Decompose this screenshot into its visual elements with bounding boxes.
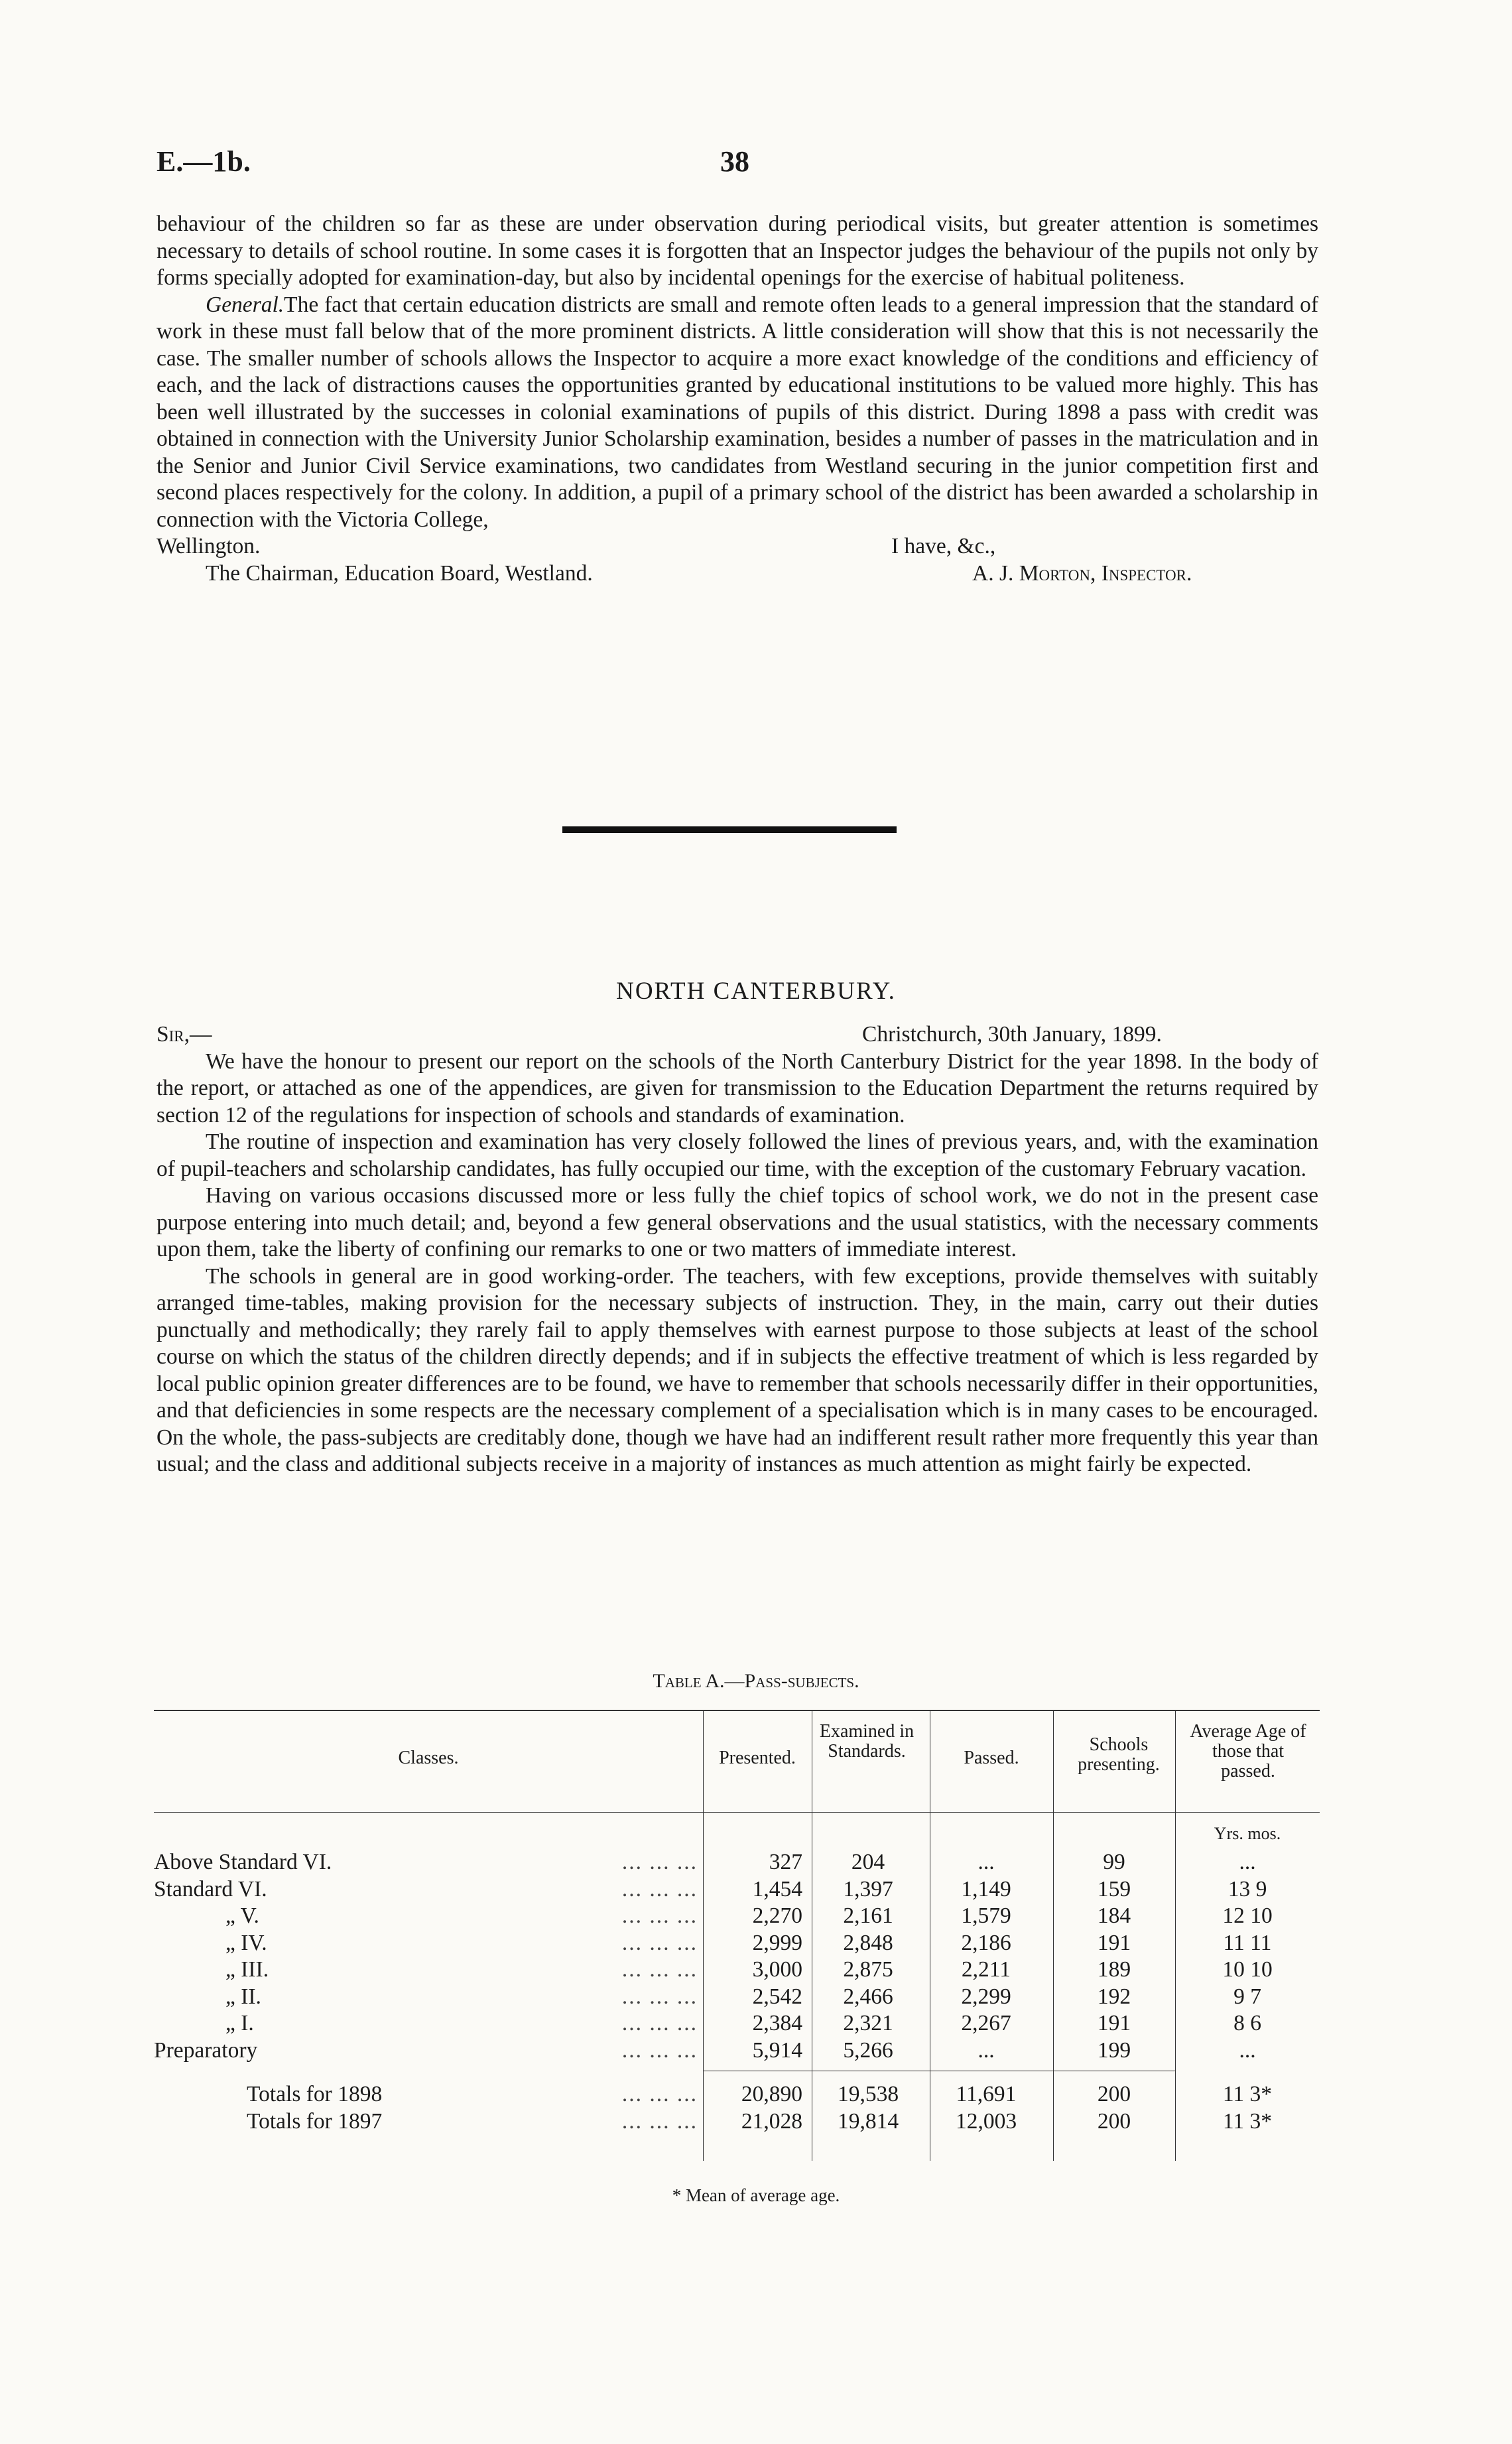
- class-label: „ IV.: [225, 1930, 267, 1955]
- cell-average-age: ...: [1239, 2037, 1256, 2063]
- cell-examined: 1,397: [843, 1876, 893, 1901]
- cell-presented: 2,542: [752, 1984, 802, 2009]
- column-header-presented: Presented.: [719, 1748, 796, 1768]
- page-number: 38: [720, 145, 749, 178]
- class-label: Preparatory: [154, 2037, 258, 2063]
- cell-passed: 12,003: [955, 2108, 1017, 2134]
- leader-dots: ... ... ...: [621, 2108, 698, 2134]
- class-label: „ I.: [225, 2011, 254, 2035]
- column-header-schools: Schools presenting.: [1078, 1734, 1160, 1775]
- cell-passed: 2,299: [961, 1984, 1011, 2009]
- totals-label: Totals for 1898: [247, 2082, 383, 2106]
- cell-passed: ...: [977, 2037, 995, 2063]
- leader-dots: ... ... ...: [621, 1850, 698, 1874]
- column-header-passed: Passed.: [964, 1748, 1019, 1768]
- leader-dots: ... ... ...: [621, 2037, 698, 2063]
- cell-examined: 2,161: [843, 1903, 893, 1928]
- cell-average-age: 10 10: [1222, 1957, 1273, 1982]
- cell-passed: 11,691: [956, 2082, 1017, 2106]
- cell-schools: 200: [1097, 2108, 1131, 2134]
- cell-examined: 19,814: [837, 2108, 899, 2134]
- section-heading: NORTH CANTERBURY.: [616, 978, 896, 1005]
- cell-schools: 192: [1097, 1984, 1131, 2009]
- section-divider-rule: [562, 826, 897, 833]
- column-header-classes: Classes.: [398, 1748, 459, 1768]
- leader-dots: ... ... ...: [621, 1957, 698, 1982]
- cell-examined: 19,538: [837, 2082, 899, 2106]
- cell-average-age: 12 10: [1222, 1903, 1273, 1928]
- cell-schools: 200: [1097, 2082, 1131, 2106]
- cell-schools: 189: [1097, 1957, 1131, 1982]
- column-header-examined: Examined in Standards.: [819, 1721, 914, 1762]
- cell-passed: 1,149: [961, 1876, 1011, 1901]
- cell-presented: 1,454: [752, 1876, 802, 1901]
- cell-presented: 3,000: [752, 1957, 802, 1982]
- westland-report-continuation: [157, 211, 1318, 587]
- table-header-rule: [154, 1812, 1320, 1813]
- cell-average-age: 11 11: [1223, 1930, 1272, 1955]
- closing-phrase: I have, &c.,: [891, 534, 996, 558]
- cell-average-age: 8 6: [1233, 2011, 1261, 2035]
- addressee-line: [157, 560, 1318, 588]
- cell-average-age: 11 3*: [1222, 2108, 1273, 2134]
- class-label: „ V.: [225, 1903, 259, 1928]
- cell-examined: 2,848: [843, 1930, 893, 1955]
- cell-schools: 184: [1097, 1903, 1131, 1928]
- nc-paragraph-2: The routine of inspection and examination has very closely followed the lines of previous years, and, with the examination of pupil-teachers and scholarship candidates, has fully occupied our time, with the exception of the customary February vacation.: [157, 1129, 1318, 1181]
- cell-presented: 2,270: [752, 1903, 802, 1928]
- westland-paragraph-2: [157, 292, 1318, 534]
- nc-paragraph-3: Having on various occasions discussed more or less fully the chief topics of school work, we do not in the present case purpose entering into much detail; and, beyond a few general observations and the usual statistics, with the necessary comments upon them, take the liberty of confining our remarks to one or two matters of immediate interest.: [157, 1183, 1318, 1261]
- westland-paragraph-2-text: The fact that certain education districts are small and remote often leads to a general impression that the standard of work in these must fall below that of the more prominent districts. A little consideration will show that this is not necessarily the case. The smaller number of schools allows the Inspector to acquire a more exact knowledge of the conditions and efficiency of each, and the lack of distractions causes the opportunities granted by educational institutions to be valued more highly. This has been well illustrated by the successes in colonial examinations of pupils of this district. During 1898 a pass with credit was obtained in connection with the University Junior Scholarship examination, besides a number of passes in the matriculation and in the Senior and Junior Civil Service examinations, two candidates from Westland securing in the junior competition first and second places respectively for the colony. In addition, a pupil of a primary school of the district has been awarded a scholarship in connection with the Victoria College,: [157, 292, 1318, 532]
- document-code: E.—1b.: [157, 145, 251, 178]
- salutation-line: [157, 1021, 1318, 1049]
- cell-presented: 2,999: [752, 1930, 802, 1955]
- age-units-note: Yrs. mos.: [1214, 1824, 1281, 1843]
- cell-presented: 21,028: [741, 2108, 802, 2134]
- cell-presented: 20,890: [741, 2082, 802, 2106]
- cell-examined: 2,875: [843, 1957, 893, 1982]
- cell-schools: 99: [1103, 1850, 1125, 1874]
- cell-schools: 199: [1097, 2037, 1131, 2063]
- signatory: A. J. Morton, Inspector.: [972, 560, 1192, 586]
- table-footnote: * Mean of average age.: [672, 2185, 840, 2205]
- cell-schools: 191: [1097, 2011, 1131, 2035]
- leader-dots: ... ... ...: [621, 2082, 698, 2106]
- class-label: Standard VI.: [154, 1876, 267, 1901]
- leader-dots: ... ... ...: [621, 1903, 698, 1928]
- class-label: Above Standard VI.: [154, 1850, 332, 1874]
- page-header: [157, 145, 1324, 184]
- pass-subjects-table: [154, 1710, 1320, 2161]
- cell-average-age: 11 3*: [1222, 2082, 1273, 2106]
- cell-schools: 159: [1097, 1876, 1131, 1901]
- cell-passed: 2,267: [961, 2011, 1011, 2035]
- cell-presented: 5,914: [752, 2037, 802, 2063]
- totals-label: Totals for 1897: [247, 2108, 383, 2134]
- leader-dots: ... ... ...: [621, 2011, 698, 2035]
- cell-examined: 204: [851, 1850, 885, 1874]
- cell-passed: ...: [977, 1850, 995, 1874]
- cell-passed: 2,186: [961, 1930, 1011, 1955]
- cell-average-age: 13 9: [1228, 1876, 1267, 1901]
- westland-paragraph-1: behaviour of the children so far as these are under observation during periodical visits, but greater attention is sometimes necessary to details of school routine. In some cases it is forgotten that an Inspector judges the behaviour of the pupils not only by forms specially adopted for examination-day, but also by incidental openings for the exercise of habitual politeness.: [157, 212, 1318, 290]
- table-title: Table A.—Pass-subjects.: [653, 1670, 859, 1692]
- nc-paragraph-4: The schools in general are in good working-order. The teachers, with few exceptions, provide themselves with suitably arranged time-tables, making provision for the necessary subjects of instruction. They, in the main, carry out their duties punctually and methodically; they rarely fail to apply themselves with earnest purpose to those subjects at least of the school course on which the status of the children directly depends; and if in subjects the effective treatment of which is less regarded by local public opinion greater differences are to be found, we have to remember that schools necessarily differ in their opportunities, and that deficiencies in some respects are the necessary complement of a specialisation which is in many cases to be encouraged. On the whole, the pass-subjects are creditably done, though we have had an indifferent result rather more frequently this year than usual; and the class and additional subjects receive in a majority of instances as much attention as might fairly be expected.: [157, 1263, 1318, 1476]
- class-label: „ II.: [225, 1984, 261, 2009]
- cell-presented: 327: [769, 1850, 802, 1874]
- class-label: „ III.: [225, 1957, 269, 1982]
- salutation: Sir,—: [157, 1022, 212, 1047]
- cell-examined: 5,266: [843, 2037, 893, 2063]
- table-top-rule: [154, 1710, 1320, 1711]
- cell-examined: 2,321: [843, 2011, 893, 2035]
- leader-dots: ... ... ...: [621, 1984, 698, 2009]
- place-date: Christchurch, 30th January, 1899.: [862, 1022, 1162, 1047]
- leader-dots: ... ... ...: [621, 1876, 698, 1901]
- cell-schools: 191: [1097, 1930, 1131, 1955]
- north-canterbury-report: [157, 1021, 1318, 1478]
- general-label: General.: [206, 292, 284, 317]
- cell-presented: 2,384: [752, 2011, 802, 2035]
- addressee: The Chairman, Education Board, Westland.: [206, 560, 593, 586]
- nc-paragraph-1: We have the honour to present our report on the schools of the North Canterbury District for the year 1898. In the body of the report, or attached as one of the appendices, are given for transmission to the Education Department the returns required by section 12 of the regulations for inspection of schools and standards of examination.: [157, 1049, 1318, 1127]
- cell-average-age: 9 7: [1233, 1984, 1261, 2009]
- leader-dots: ... ... ...: [621, 1930, 698, 1955]
- cell-passed: 2,211: [961, 1957, 1011, 1982]
- closing-line: [157, 533, 1318, 560]
- cell-examined: 2,466: [843, 1984, 893, 2009]
- column-header-average-age: Average Age of those that passed.: [1190, 1721, 1306, 1781]
- closing-place: Wellington.: [157, 534, 261, 558]
- cell-passed: 1,579: [961, 1903, 1011, 1928]
- cell-average-age: ...: [1239, 1850, 1256, 1874]
